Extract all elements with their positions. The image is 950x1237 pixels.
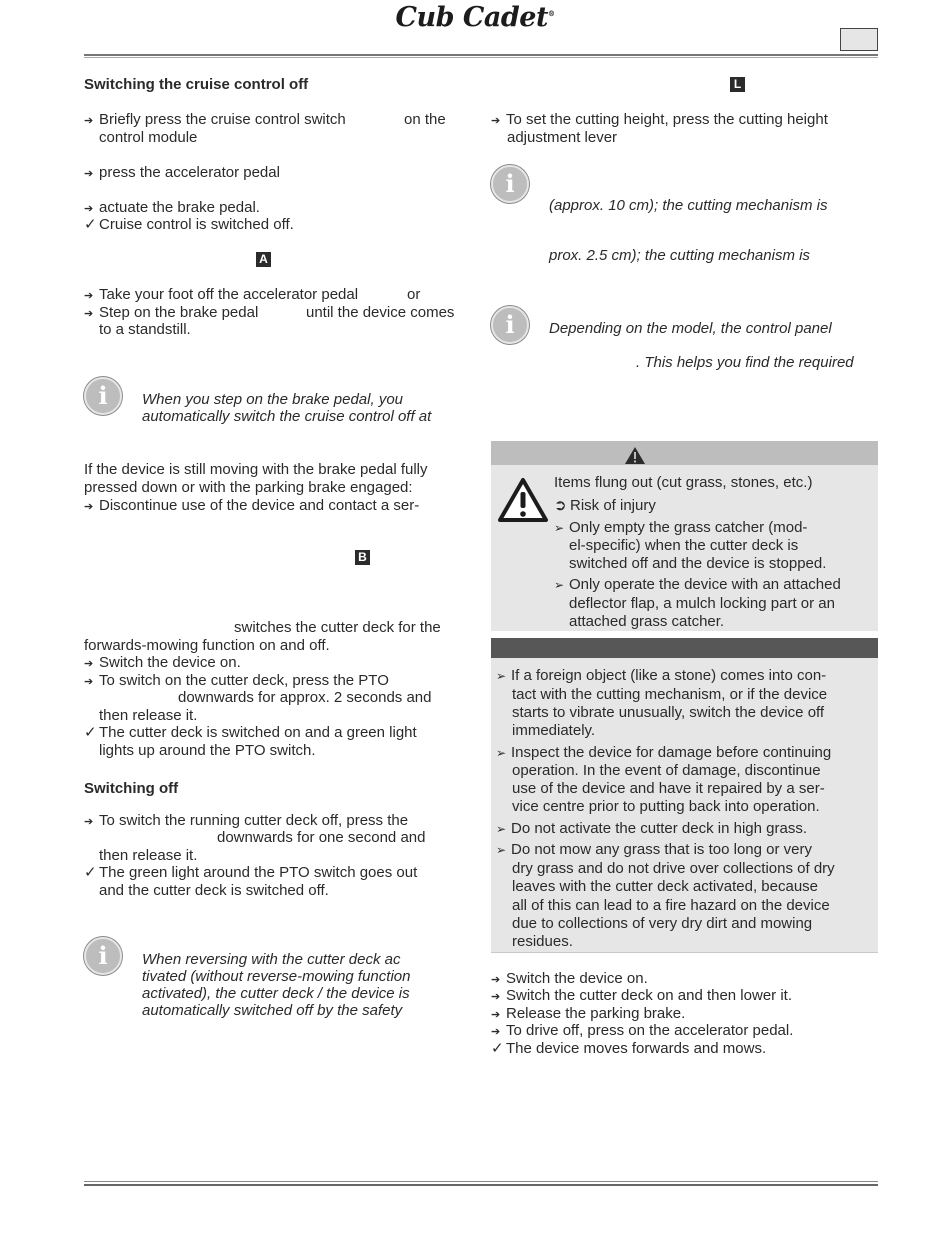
arrow-icon: ➔ [491,1026,501,1038]
arrow-icon: ➔ [84,203,94,215]
step-line-tail: or [407,286,421,303]
note-text: When you step on the brake pedal, you [142,391,404,408]
heading-switching-off: Switching off [84,780,179,797]
bullet-triangle-icon: ➢ [496,669,507,683]
info-icon: i [491,165,529,203]
check-icon: ✓ [491,1040,504,1057]
step-line: ➔ Step on the brake pedal [84,304,259,321]
check-icon: ✓ [84,724,97,741]
warning-risk: ➲ Risk of injury [554,497,656,514]
figure-badge-b: B [355,550,370,565]
warning-item-cont: switched off and the device is stopped. [569,555,827,572]
warning-item-cont: attached grass catcher. [569,613,725,630]
note-item-cont: starts to vibrate unusually, switch the device off [512,704,825,721]
step-line: ➔ Discontinue use of the device and contact a ser- [84,497,420,514]
bullet-triangle-icon: ➢ [496,746,507,760]
info-text: prox. 2.5 cm); the cutting mechanism is [549,247,810,264]
page-number-box [840,28,878,51]
footer-rule-thin [84,1181,878,1182]
body-text: If the device is still moving with the brake pedal fully [84,461,428,478]
arrow-icon: ➔ [84,115,94,127]
note-item-cont: tact with the cutting mechanism, or if the device [512,686,828,703]
arrow-icon: ➔ [84,290,94,302]
note-item-cont: due to collections of very dry dirt and mowing [512,915,813,932]
brand-logo: Cub Cadet® [395,2,555,33]
step-line: ➔ To switch on the cutter deck, press the PTO [84,672,389,689]
step-line: ➔ actuate the brake pedal. [84,199,260,216]
warning-triangle-icon [624,446,646,465]
note-text: tivated (without reverse-mowing function [142,968,411,985]
note-item-cont: residues. [512,933,573,950]
step-line-cont: downwards for one second and [217,829,426,846]
step-line-cont: downwards for approx. 2 seconds and [178,689,432,706]
step-line: ➔ Take your foot off the accelerator pedal [84,286,359,303]
header-rule [84,54,878,56]
note-item: ➢ Do not mow any grass that is too long or very [496,841,812,858]
arrow-icon: ➔ [84,816,94,828]
warning-text: Items flung out (cut grass, stones, etc.) [554,474,813,491]
result-line: ✓ The green light around the PTO switch goes out [84,864,418,881]
arrow-icon: ➔ [84,501,94,513]
note-item-cont: all of this can lead to a fire hazard on the device [512,897,830,914]
arrow-icon: ➔ [491,974,501,986]
step-line: ➔ To set the cutting height, press the cutting height [491,111,828,128]
risk-arrow-icon: ➲ [554,497,567,514]
info-icon: i [491,306,529,344]
step-line-cont: then release it. [99,847,198,864]
arrow-icon: ➔ [84,168,94,180]
warning-header [491,441,878,465]
warning-item-cont: deflector flap, a mulch locking part or an [569,595,835,612]
step-line: ➔ Switch the cutter deck on and then lower it. [491,987,792,1004]
figure-badge-l: L [730,77,745,92]
step-line-cont: adjustment lever [507,129,618,146]
info-text: (approx. 10 cm); the cutting mechanism is [549,197,828,214]
info-icon: i [84,377,122,415]
note-item-cont: vice centre prior to putting back into operation. [512,798,820,815]
header-rule-thin [84,57,878,58]
bullet-triangle-icon: ➢ [496,822,507,836]
check-icon: ✓ [84,216,97,233]
step-line-cont: then release it. [99,707,198,724]
hazard-warning-icon [497,477,549,523]
figure-badge-a: A [256,252,271,267]
step-line-cont: to a standstill. [99,321,191,338]
note-item-cont: immediately. [512,722,596,739]
info-text: . This helps you find the required [636,354,854,371]
step-line: ➔ Switch the device on. [84,654,241,671]
step-line-cont: control module [99,129,198,146]
note-item-cont: operation. In the event of damage, discontinue [512,762,821,779]
warning-item: ➢ Only operate the device with an attached [554,576,841,593]
step-line: ➔ Release the parking brake. [491,1005,686,1022]
result-line: ✓ The cutter deck is switched on and a green light [84,724,417,741]
note-item-cont: dry grass and do not drive over collections of dry [512,860,835,877]
step-line: ➔ Switch the device on. [491,970,648,987]
step-line-tail: until the device comes [306,304,455,321]
heading-cruise-off: Switching the cruise control off [84,76,309,93]
body-text: switches the cutter deck for the [234,619,441,636]
arrow-icon: ➔ [491,991,501,1003]
arrow-icon: ➔ [84,676,94,688]
check-icon: ✓ [84,864,97,881]
body-text: pressed down or with the parking brake engaged: [84,479,413,496]
arrow-icon: ➔ [84,658,94,670]
step-line-tail: on the [404,111,446,128]
step-line: ➔ To switch the running cutter deck off, press the [84,812,409,829]
note-item: ➢ Do not activate the cutter deck in high grass. [496,820,807,837]
bullet-triangle-icon: ➢ [554,521,565,535]
note-item-cont: leaves with the cutter deck activated, because [512,878,819,895]
info-text: Depending on the model, the control panel [549,320,832,337]
note-text: When reversing with the cutter deck ac [142,951,401,968]
warning-item-cont: el-specific) when the cutter deck is [569,537,799,554]
result-line-cont: and the cutter deck is switched off. [99,882,329,899]
result-line-cont: lights up around the PTO switch. [99,742,316,759]
warning-item: ➢ Only empty the grass catcher (mod- [554,519,808,536]
step-line: ➔ To drive off, press on the accelerator pedal. [491,1022,794,1039]
arrow-icon: ➔ [491,1009,501,1021]
note-text: automatically switched off by the safety [142,1002,403,1019]
arrow-icon: ➔ [84,308,94,320]
arrow-icon: ➔ [491,115,501,127]
note-item: ➢ Inspect the device for damage before continuing [496,744,832,761]
footer-rule [84,1184,878,1186]
body-text: forwards-mowing function on and off. [84,637,330,654]
bullet-triangle-icon: ➢ [554,578,565,592]
step-line: ➔ Briefly press the cruise control switch [84,111,346,128]
result-line: ✓ The device moves forwards and mows. [491,1040,767,1057]
note-text: automatically switch the cruise control off at [142,408,432,425]
bullet-triangle-icon: ➢ [496,843,507,857]
note-header [491,638,878,658]
note-text: activated), the cutter deck / the device is [142,985,410,1002]
step-line: ➔ press the accelerator pedal [84,164,280,181]
result-line: ✓ Cruise control is switched off. [84,216,294,233]
info-icon: i [84,937,122,975]
note-item: ➢ If a foreign object (like a stone) comes into con- [496,667,827,684]
note-item-cont: use of the device and have it repaired by a ser- [512,780,825,797]
